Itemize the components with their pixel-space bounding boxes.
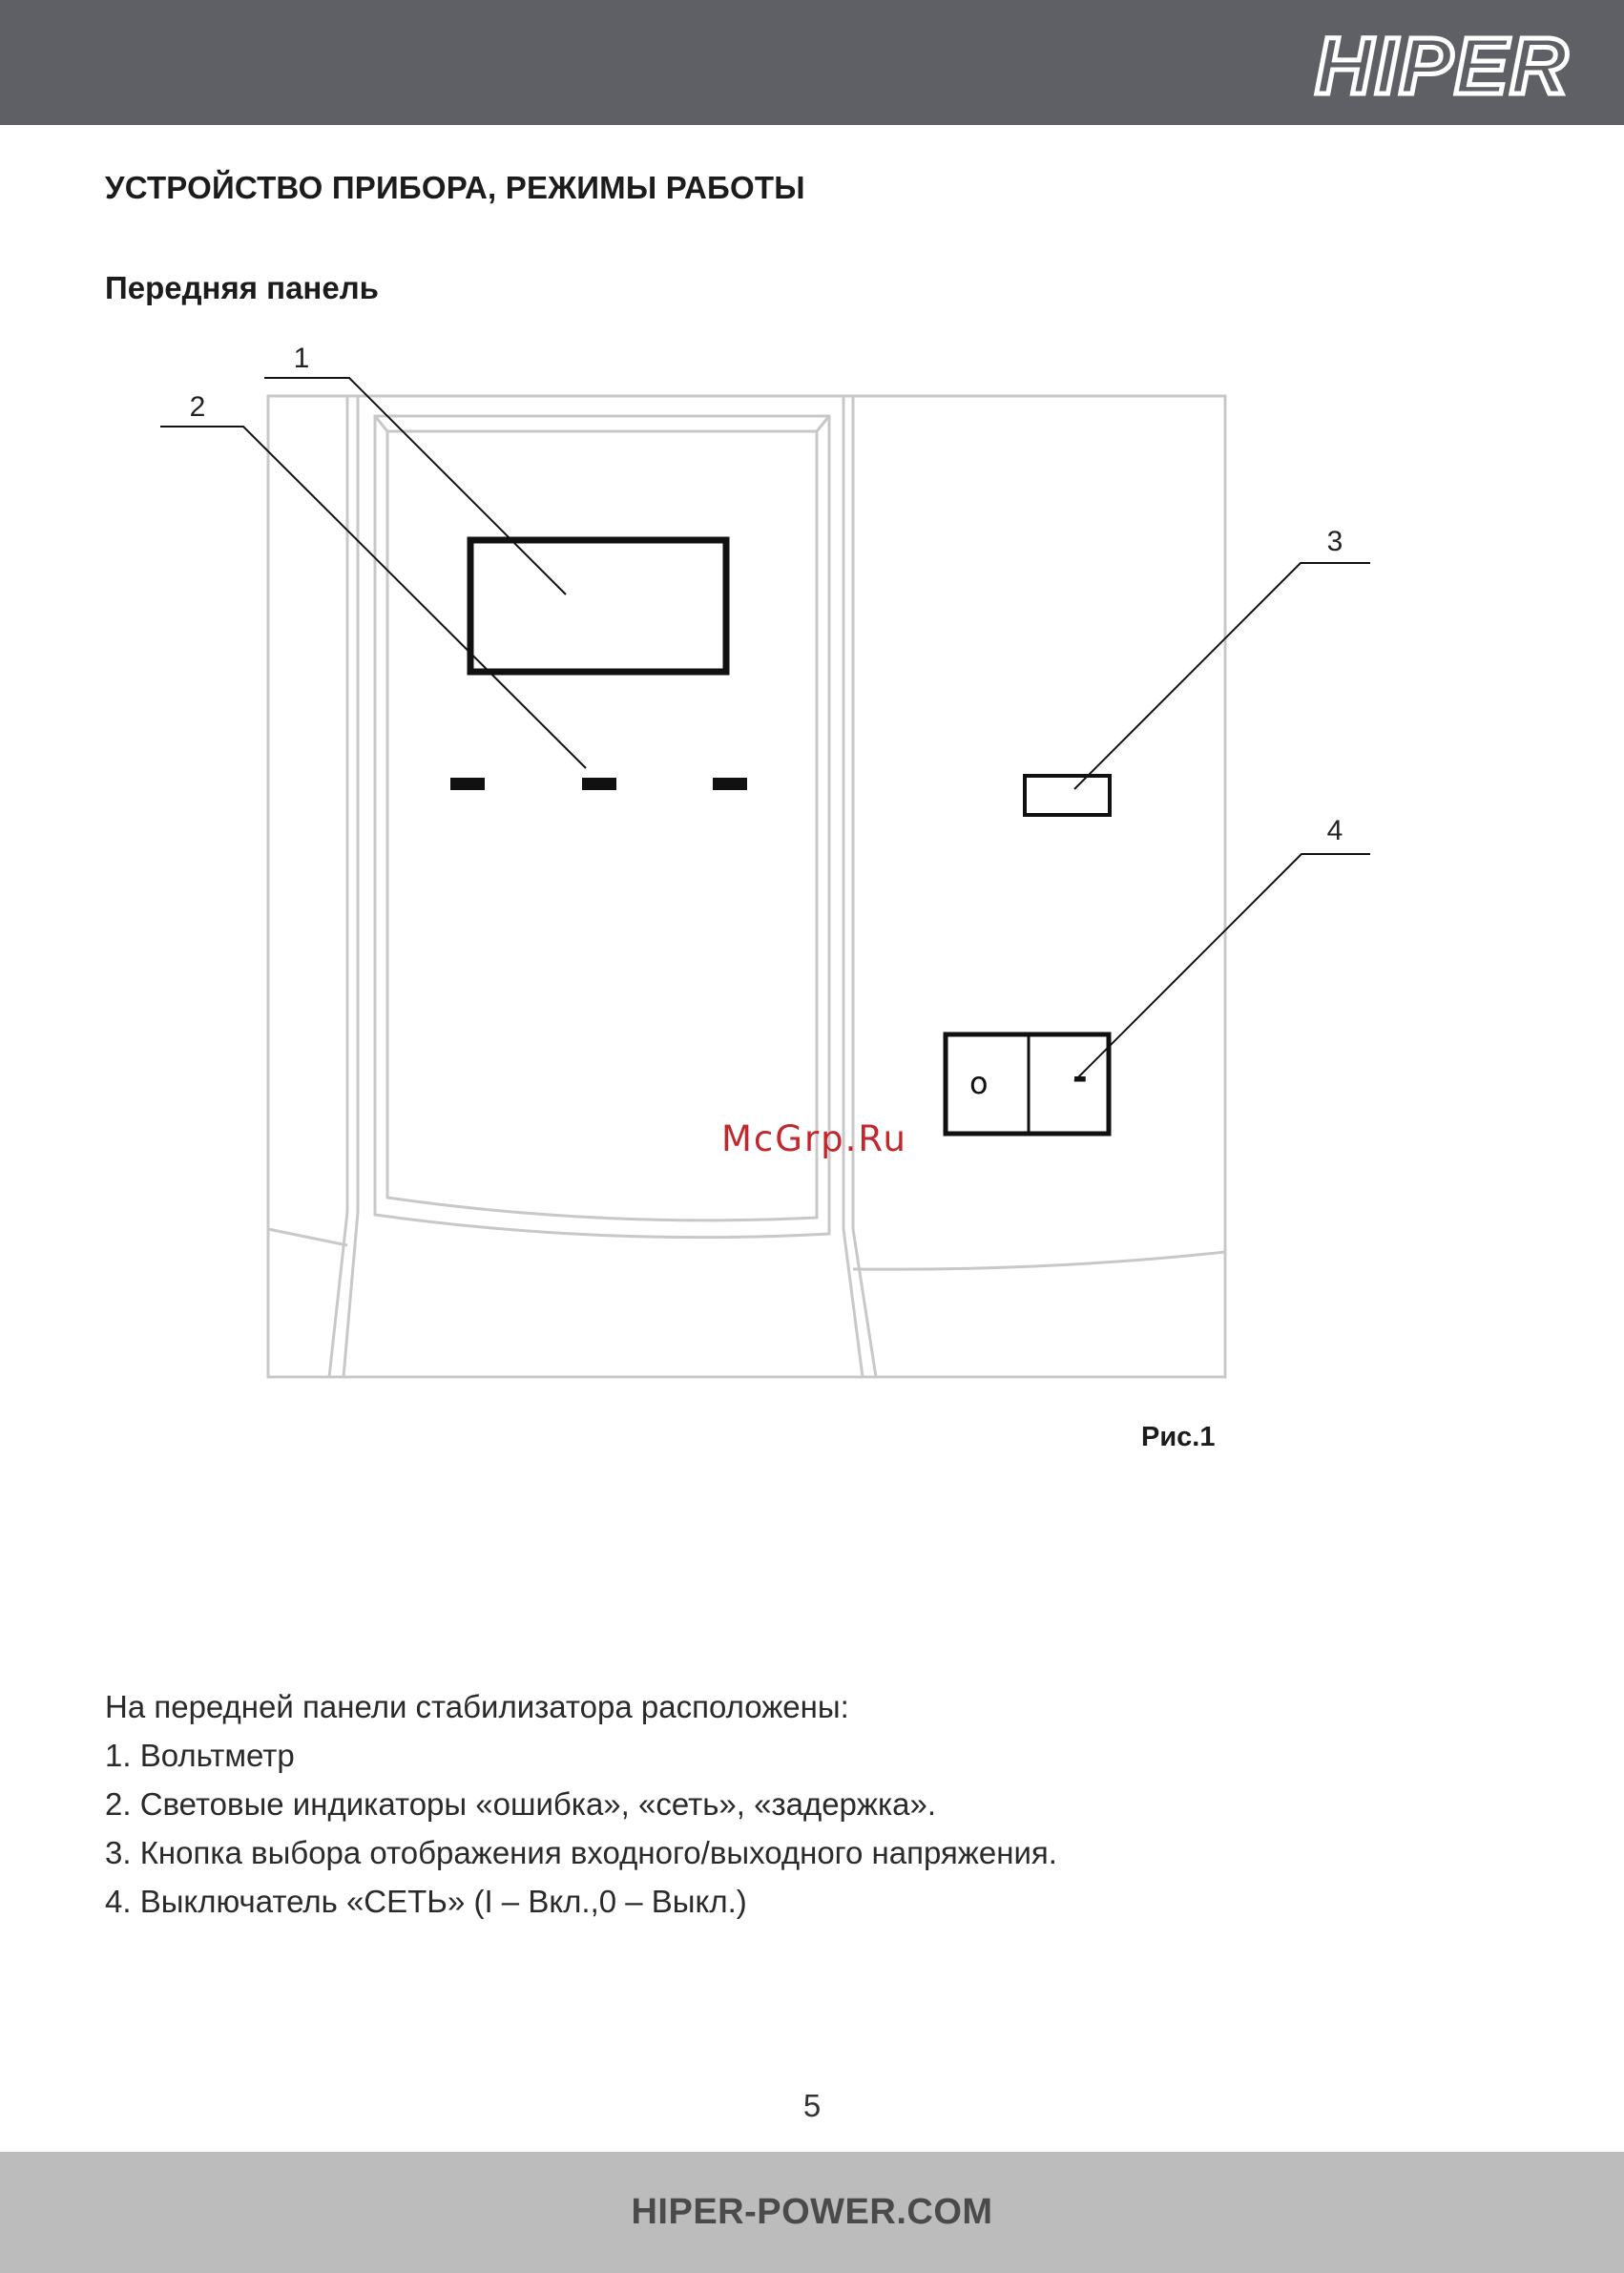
sub-title: Передняя панель [105,270,379,305]
switch-off-symbol: o [969,1065,989,1101]
page-footer [0,2152,1624,2273]
description-intro: На передней панели стабилизатора расположены: [105,1689,849,1724]
callout-1: 1 [293,343,310,374]
callout-2: 2 [189,391,206,423]
description-text [105,1682,1057,1926]
figure-caption: Рис.1 [1141,1422,1216,1452]
switch-on-symbol: - [1072,1056,1088,1098]
list-item: 3. Кнопка выбора отображения входного/выходного напряжения. [105,1835,1057,1870]
hiper-logo [1288,13,1574,109]
page-header [0,0,1624,125]
watermark: McGrp.Ru [721,1118,907,1159]
footer-url: HIPER-POWER.COM [631,2192,993,2232]
voltmeter-display [470,540,726,672]
display-select-button [1025,776,1110,815]
indicator-network [582,778,616,790]
indicator-error [450,778,485,790]
section-title: УСТРОЙСТВО ПРИБОРА, РЕЖИМЫ РАБОТЫ [105,170,805,205]
list-item: 2. Световые индикаторы «ошибка», «сеть», «задержка». [105,1786,937,1822]
logo-text: HIPER [1315,21,1570,109]
callout-lines [160,378,1370,1081]
page-number: 5 [802,2088,822,2123]
front-panel-diagram [0,324,1624,1412]
list-item: 4. Выключатель «СЕТЬ» (I – Вкл.,0 – Выкл.) [105,1884,747,1919]
callout-3: 3 [1326,526,1343,557]
indicator-delay [713,778,747,790]
panel-outline [268,396,1225,1377]
callout-4: 4 [1326,815,1343,846]
power-switch [946,1034,1109,1134]
list-item: 1. Вольтметр [105,1738,295,1773]
